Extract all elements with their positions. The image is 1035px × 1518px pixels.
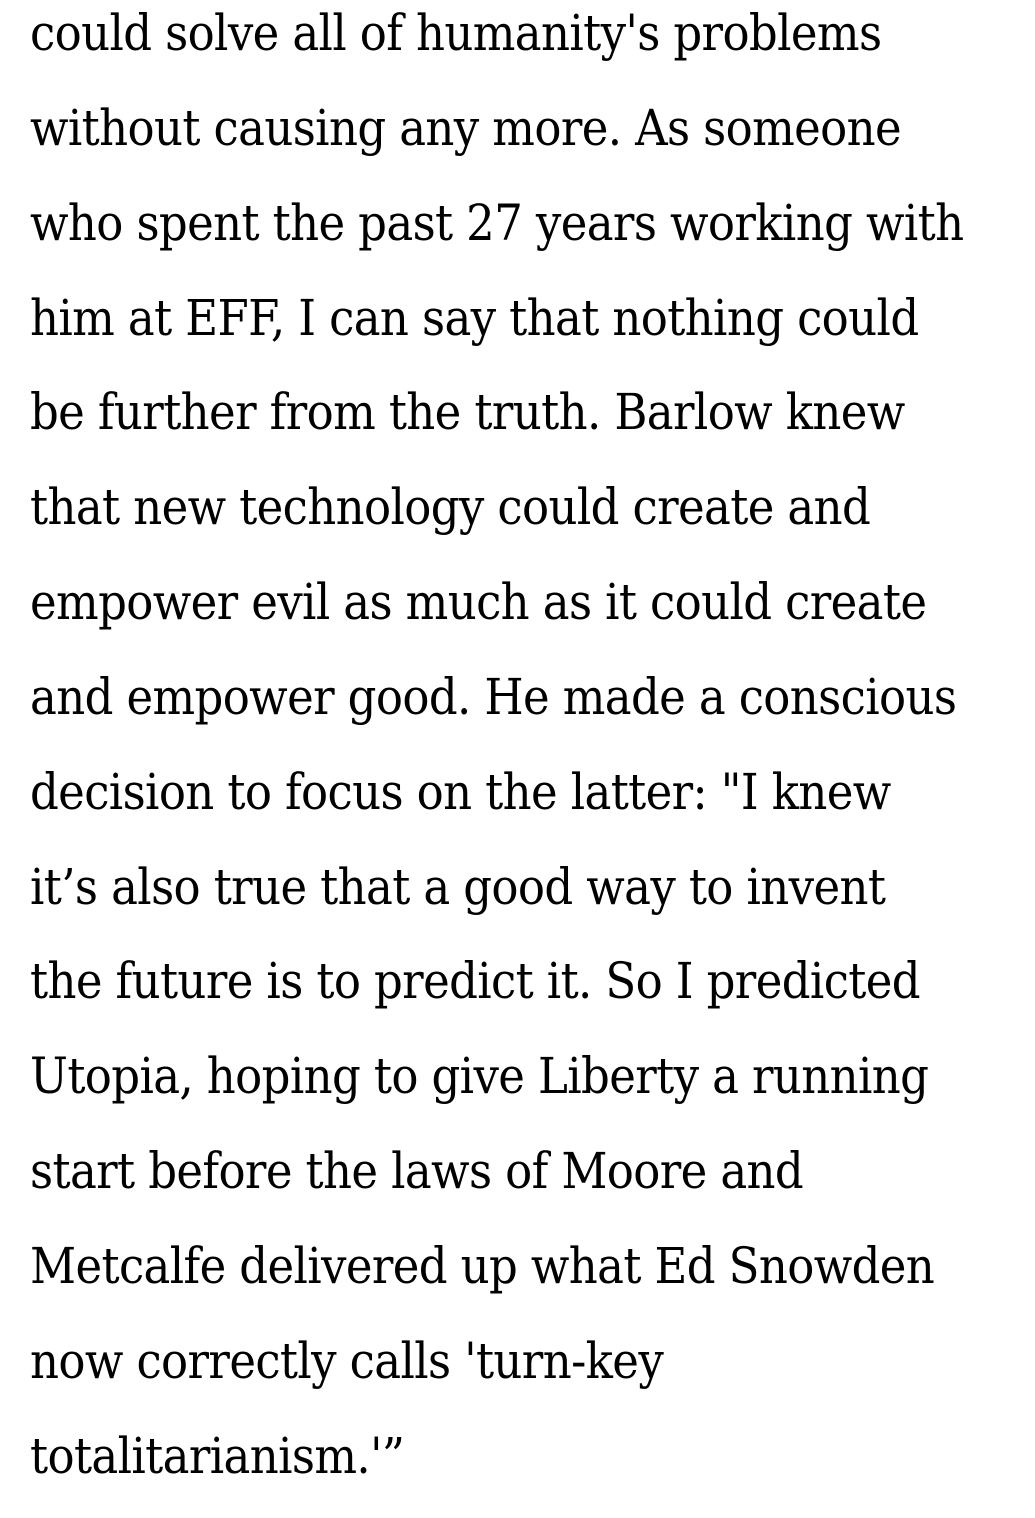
text-line-2: without causing any more. As someone <box>30 98 902 157</box>
text-line-3: who spent the past 27 years working with <box>30 193 964 252</box>
text-line-15: now correctly calls 'turn-key <box>30 1331 664 1390</box>
text-line-9: decision to focus on the latter: "I knew <box>30 762 891 821</box>
text-line-4: him at EFF, I can say that nothing could <box>30 288 919 347</box>
text-line-1: could solve all of humanity's problems <box>30 4 882 62</box>
text-line-11: the future is to predict it. So I predicted <box>30 952 920 1011</box>
text-line-12: Utopia, hoping to give Liberty a running <box>30 1047 929 1106</box>
text-line-6: that new technology could create and <box>30 478 871 537</box>
text-line-7: empower evil as much as it could create <box>30 573 927 632</box>
text-line-13: start before the laws of Moore and <box>30 1142 804 1201</box>
text-line-10: it’s also true that a good way to invent <box>30 857 886 916</box>
text-line-5: be further from the truth. Barlow knew <box>30 383 905 442</box>
text-line-14: Metcalfe delivered up what Ed Snowden <box>30 1236 935 1295</box>
text-line-16: totalitarianism.'” <box>30 1426 405 1485</box>
text-line-8: and empower good. He made a conscious <box>30 667 957 726</box>
